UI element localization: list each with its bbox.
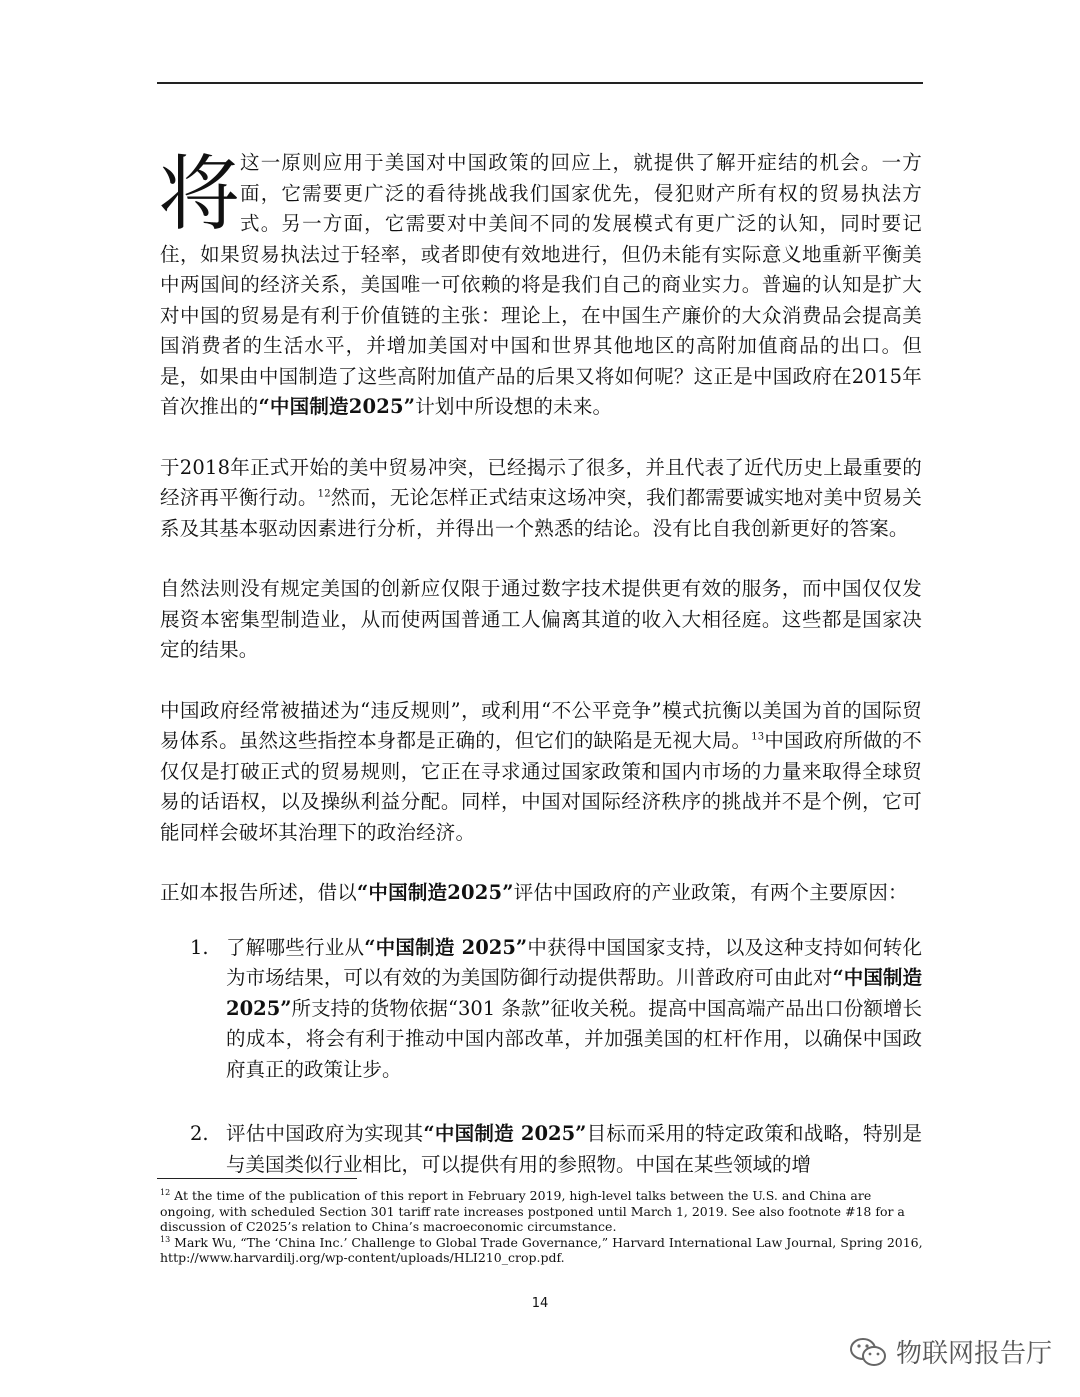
paragraph-text: 于2018年正式开始的美中贸易冲突，已经揭示了很多，并且代表了近代历史上最重要的经济再平衡行动。 xyxy=(160,455,922,509)
list-item xyxy=(190,1119,922,1180)
paragraph-text: 中国政府所做的不仅仅是打破正式的贸易规则，它正在寻求通过国家政策和国内市场的力量来取得全球贸易的话语权，以及操纵利益分配。同样，中国对国际经济秩序的挑战并不是个例，它可能同样会破坏其治理下的政治经济。 xyxy=(160,729,922,844)
paragraph-text: 这一原则应用于美国对中国政策的回应上，就提供了解开症结的机会。一方面，它需要更广泛的看待挑战我们国家优先，侵犯财产所有权的贸易执法方式。另一方面，它需要对中美间不同的发展模式有更广泛的认知，同时要记住，如果贸易执法过于轻率，或者即使有效地进行，但仍未能有实际意义地重新平衡美中两国间的经济关系，美国唯一可依赖的将是我们自己的商业实力。普遍的认知是扩大对中国的贸易是有利于价值链的主张：理论上，在中国生产廉价的大众消费品会提高美国消费者的生活水平，并增加美国对中国和世界其他地区的高附加值商品的出口。但是，如果由中国制造了这些高附加值产品的后果又将如何呢？这正是中国政府在2015年首次推出的 xyxy=(160,151,922,418)
drop-cap: 将 xyxy=(158,147,241,242)
footnote-13 xyxy=(160,1235,930,1266)
paragraph-text: 然而，无论怎样正式结束这场冲突，我们都需要诚实地对美中贸易关系及其基本驱动因素进行分析，并得出一个熟悉的结论。没有比自我创新更好的答案。 xyxy=(160,486,922,540)
header-rule xyxy=(157,82,923,84)
list-text: 所支持的货物依据“301 条款”征收关税。提高中国高端产品出口份额增长的成本，将会有利于推动中国内部改革，并加强美国的杠杆作用，以确保中国政府真正的政策让步。 xyxy=(226,996,922,1081)
page-body xyxy=(160,148,922,1214)
paragraph-3 xyxy=(160,574,922,666)
list-text: 评估中国政府为实现其 xyxy=(226,1122,424,1145)
footnote-rule xyxy=(157,1178,357,1179)
bold-term: “中国制造 2025” xyxy=(226,966,922,1020)
list-item-text xyxy=(226,1119,922,1180)
paragraph-1 xyxy=(160,148,922,423)
footnote-text: At the time of the publication of this report in February 2019, high-level talks between the U.S. and China are ongoing, with scheduled Section 301 tariff rate increases postponed until March 1, 2019. See also footnote #18 for a discussion of C2025’s relation to China’s macroeconomic circumstance. xyxy=(160,1188,905,1234)
footnotes xyxy=(160,1188,930,1266)
list-item-text xyxy=(226,933,922,1086)
paragraph-text: 自然法则没有规定美国的创新应仅限于通过数字技术提供更有效的服务，而中国仅仅发展资本密集型制造业，从而使两国普通工人偏离其道的收入大相径庭。这些都是国家决定的结果。 xyxy=(160,577,922,661)
list-text: 中获得中国国家支持，以及这种支持如何转化为市场结果，可以有效的为美国防御行动提供帮助。川普政府可由此对 xyxy=(226,935,922,989)
list-text: 了解哪些行业从 xyxy=(226,935,365,959)
paragraph-text: 正如本报告所述，借以 xyxy=(160,881,358,904)
wechat-icon xyxy=(848,1336,888,1368)
paragraph-text: 中国政府经常被描述为“违反规则”，或利用“不公平竞争”模式抗衡以美国为首的国际贸易体系。虽然这些指控本身都是正确的，但它们的缺陷是无视大局。 xyxy=(160,698,922,752)
list-text: 目标而采用的特定政策和战略，特别是与美国类似行业相比，可以提供有用的参照物。中国在某些领域的增 xyxy=(226,1122,922,1176)
bold-term: “中国制造 2025” xyxy=(364,935,528,959)
list-number: 1. xyxy=(190,935,209,959)
list-number: 2. xyxy=(190,1122,209,1145)
paragraph-4 xyxy=(160,696,922,849)
footnote-ref-12[interactable]: 12 xyxy=(317,488,331,500)
footnote-number: 13 xyxy=(160,1234,171,1244)
bold-term: “中国制造2025” xyxy=(258,395,416,418)
paragraph-5 xyxy=(160,878,922,909)
footnote-number: 12 xyxy=(160,1187,171,1197)
reasons-list xyxy=(160,933,922,1181)
paragraph-text: 计划中所设想的未来。 xyxy=(415,395,613,418)
footnote-12 xyxy=(160,1188,930,1235)
footnote-text[interactable]: Mark Wu, “The ‘China Inc.’ Challenge to Global Trade Governance,” Harvard International Law Journal, Spring 2016, http://www.harvardilj.org/wp-content/uploads/HLI210_crop.pdf. xyxy=(160,1234,923,1265)
page-number: 14 xyxy=(531,1296,549,1311)
footnote-ref-13[interactable]: 13 xyxy=(751,731,765,743)
bold-term: “中国制造 2025” xyxy=(423,1122,587,1145)
watermark-text: 物联网报告厅 xyxy=(895,1339,1052,1369)
watermark xyxy=(848,1333,1052,1370)
bold-term: “中国制造2025” xyxy=(357,881,514,904)
list-item xyxy=(190,933,922,1086)
paragraph-2 xyxy=(160,453,922,545)
paragraph-text: 评估中国政府的产业政策，有两个主要原因： xyxy=(513,881,908,904)
